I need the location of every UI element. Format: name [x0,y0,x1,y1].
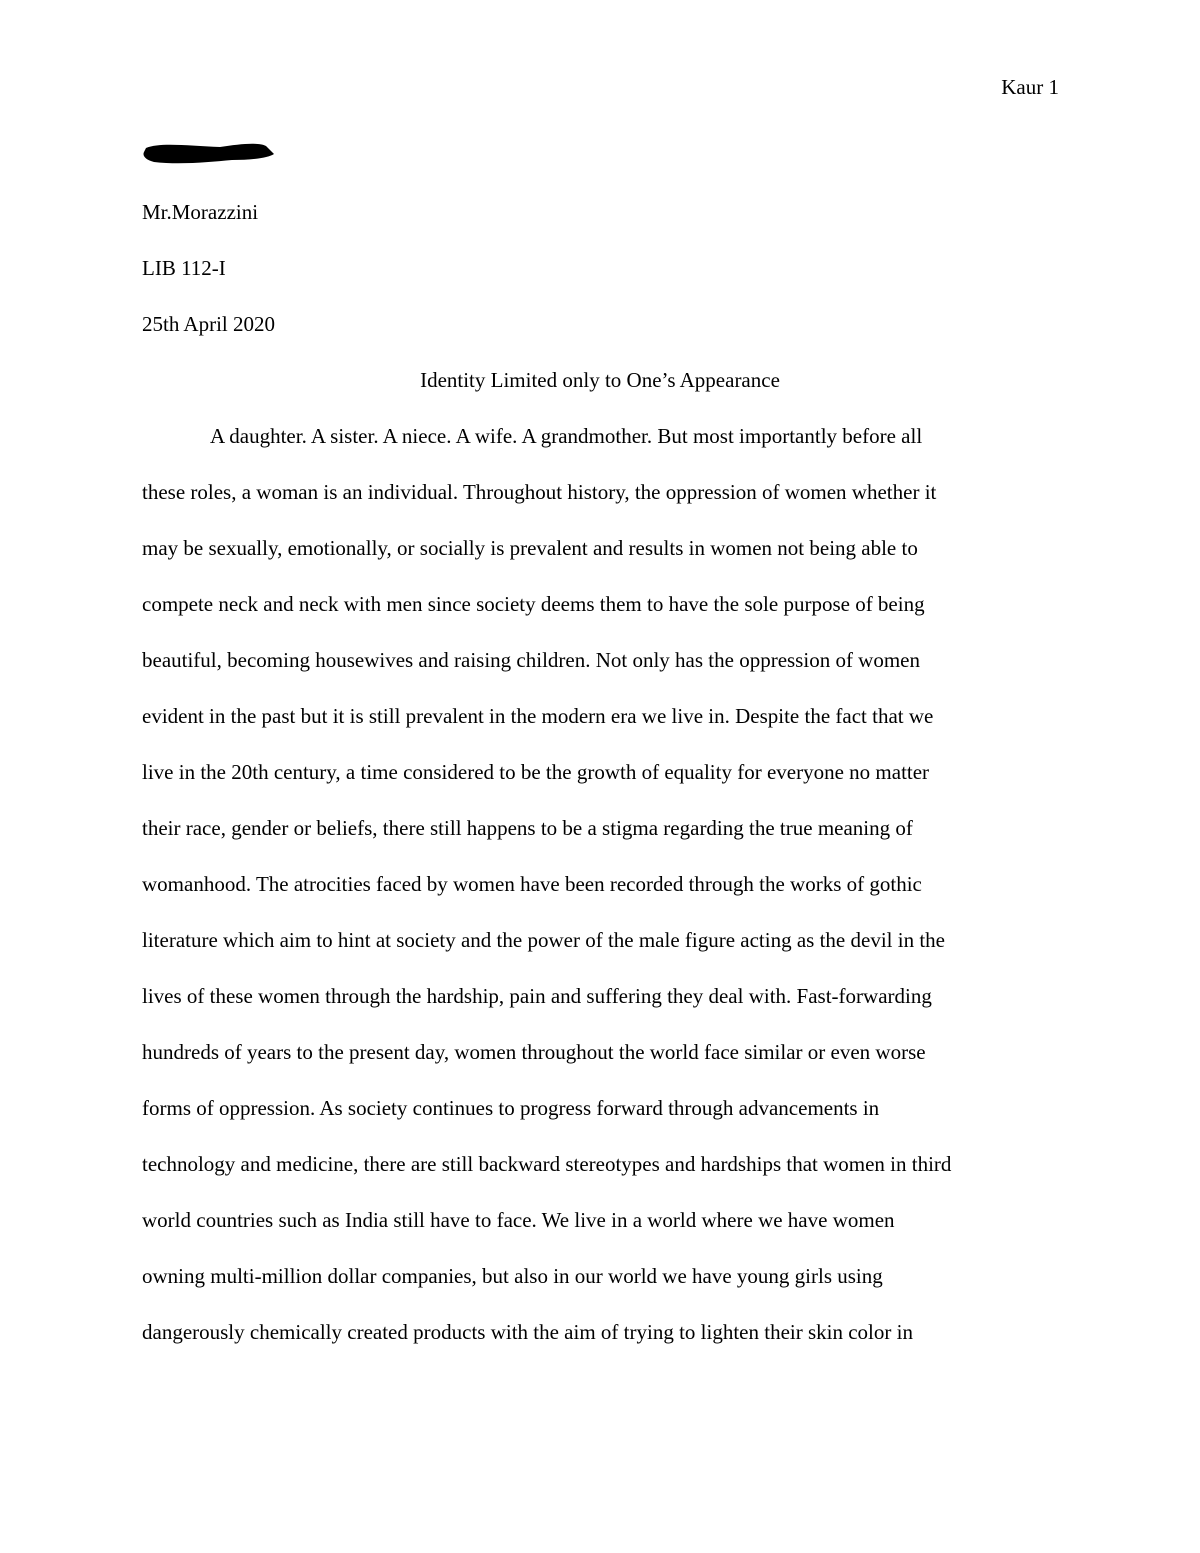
body-line: evident in the past but it is still prevalent in the modern era we live in. Despite the fact that we [142,704,934,728]
body-line: their race, gender or beliefs, there still happens to be a stigma regarding the true meaning of [142,816,913,840]
body-line: technology and medicine, there are still backward stereotypes and hardships that women in third [142,1152,952,1176]
running-header: Kaur 1 [1001,75,1059,99]
body-line: may be sexually, emotionally, or socially is prevalent and results in women not being able to [142,536,918,560]
essay-title: Identity Limited only to One’s Appearance [420,368,780,392]
body-line: owning multi-million dollar companies, but also in our world we have young girls using [142,1264,883,1288]
redacted-name-mark [140,138,280,168]
date-line: 25th April 2020 [142,312,276,336]
body-line: live in the 20th century, a time considered to be the growth of equality for everyone no matter [142,760,930,784]
body-line: hundreds of years to the present day, women throughout the world face similar or even worse [142,1040,926,1064]
instructor-line: Mr.Morazzini [142,200,259,224]
body-line: forms of oppression. As society continues to progress forward through advancements in [142,1096,880,1120]
body-line: dangerously chemically created products with the aim of trying to lighten their skin color in [142,1320,913,1344]
body-line: womanhood. The atrocities faced by women have been recorded through the works of gothic [142,872,922,896]
body-line: literature which aim to hint at society and the power of the male figure acting as the devil in the [142,928,945,952]
body-line: beautiful, becoming housewives and raising children. Not only has the oppression of women [142,648,921,672]
body-line: these roles, a woman is an individual. Throughout history, the oppression of women whether it [142,480,937,504]
body-line: lives of these women through the hardship, pain and suffering they deal with. Fast-forwarding [142,984,932,1008]
body-line: compete neck and neck with men since society deems them to have the sole purpose of being [142,592,925,616]
course-line: LIB 112-I [142,256,226,280]
body-line: world countries such as India still have to face. We live in a world where we have women [142,1208,895,1232]
body-line: A daughter. A sister. A niece. A wife. A grandmother. But most importantly before all [210,424,923,448]
